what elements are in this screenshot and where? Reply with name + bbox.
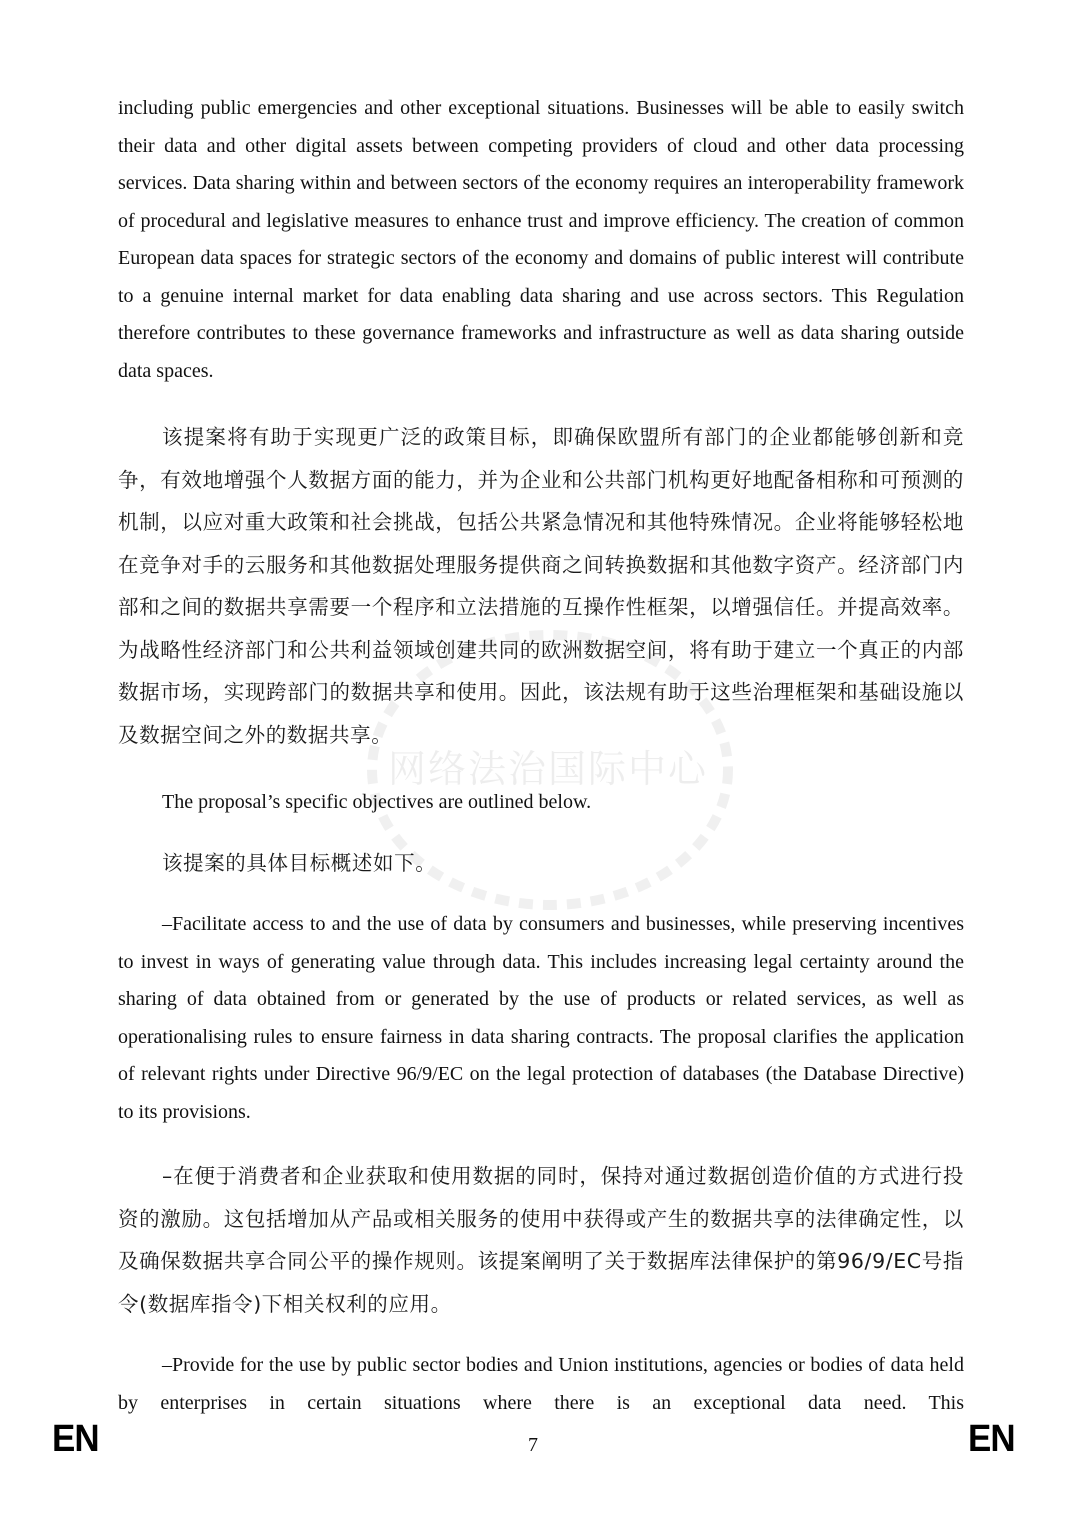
watermark-text: 网络法治国际中心: [387, 747, 708, 791]
paragraph-zh-objectives-heading: 该提案的具体目标概述如下。: [162, 850, 437, 875]
paragraph-en-objective-2: –Provide for the use by public sector bodies and Union institutions, agencies or bodies of data held by enterprises in certain situations where there is an exceptional data need. This: [118, 1354, 964, 1414]
footer-language-label-right: EN: [968, 1418, 1015, 1460]
paragraph-en-objective-1: –Facilitate access to and the use of data by consumers and businesses, while preserving incentives to invest in ways of generating value through data. This includes increasing legal certainty around the sharing of data obtained from or generated by the use of products or related services, as well as operationalising rules to ensure fairness in data sharing contracts. The proposal clarifies the application of relevant rights under Directive 96/9/EC on the legal protection of databases (the Database Directive) to its provisions.: [118, 913, 964, 1123]
paragraph-zh-intro: 该提案将有助于实现更广泛的政策目标，即确保欧盟所有部门的企业都能够创新和竞争，有效地增强个人数据方面的能力，并为企业和公共部门机构更好地配备相称和可预测的机制，以应对重大政策和社会挑战，包括公共紧急情况和其他特殊情况。企业将能够轻松地在竞争对手的云服务和其他数据处理服务提供商之间转换数据和其他数字资产。经济部门内部和之间的数据共享需要一个程序和立法措施的互操作性框架，以增强信任。并提高效率。为战略性经济部门和公共利益领域创建共同的欧洲数据空间，将有助于建立一个真正的内部数据市场，实现跨部门的数据共享和使用。因此，该法规有助于这些治理框架和基础设施以及数据空间之外的数据共享。: [118, 425, 964, 747]
footer-language-label-left: EN: [52, 1418, 99, 1460]
paragraph-en-intro: including public emergencies and other exceptional situations. Businesses will be able to easily switch their data and other digital assets between competing providers of cloud and other data processing services. Data sharing within and between sectors of the economy requires an interoperability framework of procedural and legislative measures to enhance trust and improve efficiency. The creation of common European data spaces for strategic sectors of the economy and domains of public interest will contribute to a genuine internal market for data enabling data sharing and use across sectors. This Regulation therefore contributes to these governance frameworks and infrastructure as well as data sharing outside data spaces.: [118, 97, 964, 382]
page-number: 7: [528, 1434, 538, 1456]
document-body: [118, 90, 964, 1422]
paragraph-en-objectives-heading: The proposal’s specific objectives are outlined below.: [162, 791, 592, 813]
paragraph-zh-objective-1: –在便于消费者和企业获取和使用数据的同时，保持对通过数据创造价值的方式进行投资的激励。这包括增加从产品或相关服务的使用中获得或产生的数据共享的法律确定性，以及确保数据共享合同公平的操作规则。该提案阐明了关于数据库法律保护的第96/9/EC号指令(数据库指令)下相关权利的应用。: [118, 1164, 964, 1316]
